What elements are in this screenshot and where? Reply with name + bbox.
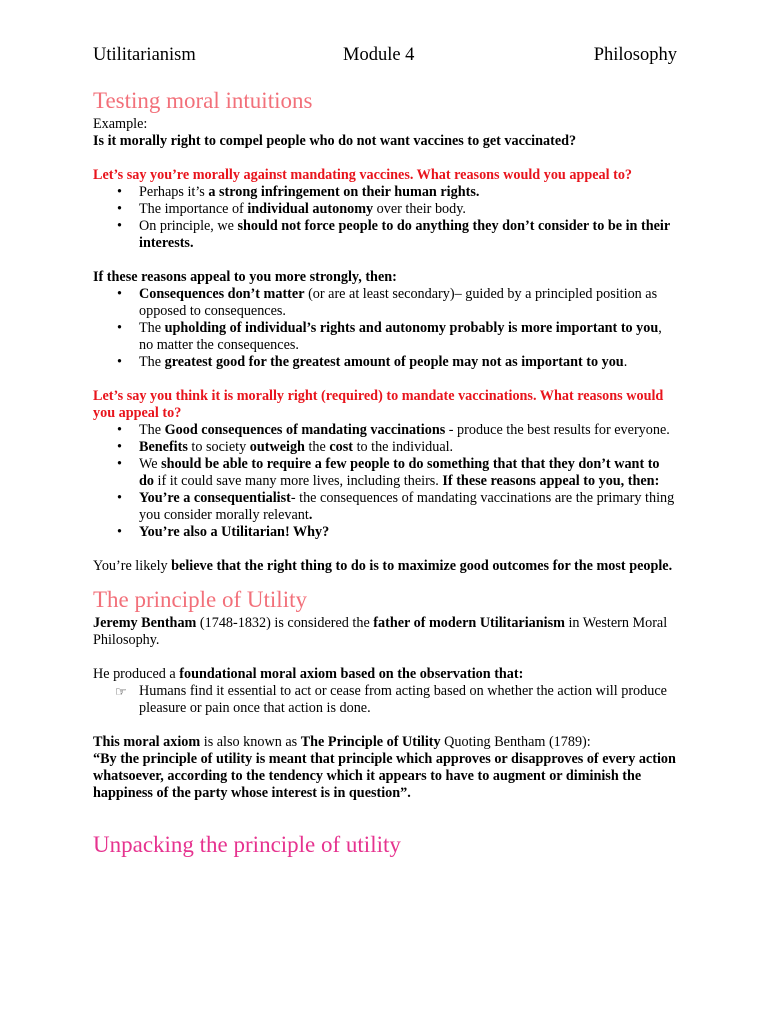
header-center: Module 4 [343, 45, 415, 65]
list-item: ☞ Humans find it essential to act or cease from acting based on whether the action will produce pleasure or pain once that action is done. [115, 683, 667, 716]
axiom-list [93, 683, 677, 717]
list-item: • The Good consequences of mandating vaccinations - produce the best results for everyone. [117, 422, 670, 438]
bullet-icon: • [117, 439, 122, 455]
list-item: • Consequences don’t matter (or are at least secondary)– guided by a principled position as opposed to consequences. [117, 286, 658, 319]
axiom-paragraph: This moral axiom is also known as The Principle of Utility Quoting Bentham (1789): [93, 734, 591, 750]
bullet-icon: • [117, 320, 122, 336]
bullet-icon: • [117, 456, 122, 472]
list-item: • Perhaps it’s a strong infringement on their human rights. [117, 184, 480, 200]
bullet-icon: • [117, 354, 122, 370]
example-label: Example: [93, 116, 148, 132]
header-right: Philosophy [593, 45, 677, 65]
list-item: • You’re a consequentialist- the consequences of mandating vaccinations are the primary thing you consider morally relevant. [117, 490, 675, 523]
list-item: • The greatest good for the greatest amount of people may not as important to you. [117, 354, 628, 370]
document-page [93, 40, 677, 860]
then-list [93, 286, 677, 371]
bullet-icon: • [117, 184, 122, 200]
section-heading-utility: The principle of Utility [93, 587, 307, 612]
for-list [93, 422, 677, 541]
page-header [93, 40, 677, 70]
pointing-hand-icon: ☞ [115, 684, 127, 699]
bullet-icon: • [117, 218, 122, 234]
list-item: • We should be able to require a few people to do something that that they don’t want to do if it could save many more lives, including theirs. If these reasons appeal to you, then: [117, 456, 660, 489]
list-item: • The upholding of individual’s rights and autonomy probably is more important to you, no matter the consequences. [117, 320, 662, 353]
main-question: Is it morally right to compel people who do not want vaccines to get vaccinated? [93, 133, 577, 149]
bullet-icon: • [117, 524, 122, 540]
axiom-intro: He produced a foundational moral axiom based on the observation that: [93, 666, 524, 682]
list-item: • The importance of individual autonomy over their body. [117, 201, 466, 217]
against-prompt: Let’s say you’re morally against mandating vaccines. What reasons would you appeal to? [93, 167, 633, 183]
list-item: • You’re also a Utilitarian! Why? [117, 524, 330, 540]
list-item: • Benefits to society outweigh the cost to the individual. [117, 439, 454, 455]
against-list [93, 184, 677, 252]
for-prompt: Let’s say you think it is morally right (required) to mandate vaccinations. What reasons would you appeal to? [93, 388, 664, 421]
then-label: If these reasons appeal to you more strongly, then: [93, 269, 397, 285]
bentham-quote: “By the principle of utility is meant that principle which approves or disapproves of every action whatsoever, according to the tendency which it appears to have to augment or diminish the happiness of the party whose interest is in question”. [93, 751, 676, 801]
section-heading-testing: Testing moral intuitions [93, 88, 313, 113]
list-item: • On principle, we should not force people to do anything they don’t consider to be in their interests. [117, 218, 670, 251]
bentham-paragraph: Jeremy Bentham (1748-1832) is considered the father of modern Utilitarianism in Western Moral Philosophy. [93, 615, 668, 648]
bullet-icon: • [117, 422, 122, 438]
section-heading-unpacking: Unpacking the principle of utility [93, 832, 401, 857]
bullet-icon: • [117, 490, 122, 506]
conclusion: You’re likely believe that the right thing to do is to maximize good outcomes for the most people. [93, 558, 673, 574]
bullet-icon: • [117, 286, 122, 302]
header-left: Utilitarianism [93, 45, 196, 65]
bullet-icon: • [117, 201, 122, 217]
